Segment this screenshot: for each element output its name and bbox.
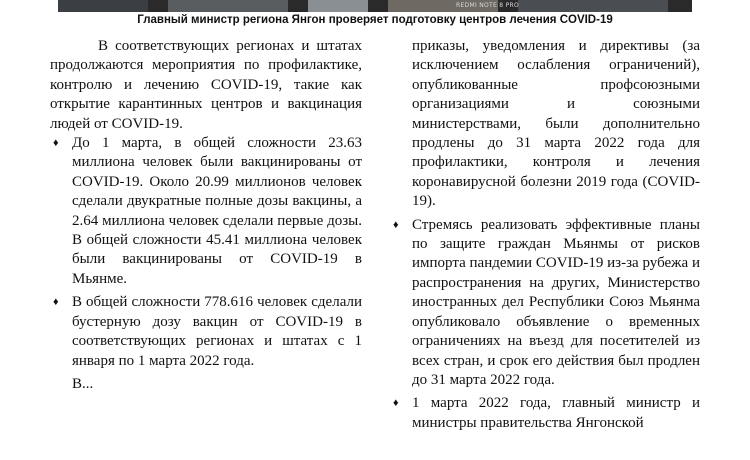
bullet-icon: ♦ <box>53 296 59 309</box>
intro-paragraph: В соответствующих регионах и штатах продолжаются мероприятия по профилактике, контролю и лечению COVID-19, такие как открытие карантинных центров и вакцинация людей от COVID-19. <box>50 38 362 132</box>
right-column <box>390 37 700 437</box>
photo-segment <box>58 0 148 12</box>
bullet-icon: ♦ <box>393 397 399 410</box>
photo-segment <box>168 0 288 12</box>
list-item-text: В общей сложности 778.616 человек сделали бустерную дозу вакцин от COVID-19 в соответствующих регионах и штатах с 1 января по 1 марта 2022 года. <box>72 294 362 369</box>
list-item-text: Стремясь реализовать эффективные планы по защите граждан Мьянмы от рисков импорта пандемии COVID-19 из-за рубежа и распространения на других, Министерство иностранных дел Республики Союз Мьянма опубликовало объявление о временных ограничениях на въезд для посетителей из всех стран, и срок его действия был продлен до 31 марта 2022 года. <box>412 216 700 388</box>
photo-caption: Главный министр региона Янгон проверяет подготовку центров лечения COVID-19 <box>137 14 613 26</box>
list-item-text: До 1 марта, в общей сложности 23.63 миллиона человек были вакцинированы от COVID-19. Около 20.99 миллионов человек сделали двукратные полные дозы вакцины, а 2.64 миллиона человек сделали первые дозы. В общей сложности 45.41 миллиона человек были вакцинированы от COVID-19 в Мьянме. <box>72 135 362 287</box>
photo-segment <box>518 0 668 12</box>
list-item-text: 1 марта 2022 года, главный министр и министры правительства Янгонской <box>412 395 700 431</box>
list-item <box>390 216 700 391</box>
list-item <box>390 394 700 433</box>
list-item <box>50 293 362 371</box>
photo-strip <box>58 0 692 12</box>
list-item <box>50 134 362 289</box>
bullet-icon: ♦ <box>393 218 399 231</box>
photo-watermark: REDMI NOTE 8 PRO <box>456 2 520 9</box>
bullet-icon: ♦ <box>53 137 59 150</box>
left-column <box>50 37 362 394</box>
trailing-fragment: В... <box>72 375 94 392</box>
continuation-paragraph: приказы, уведомления и директивы (за исключением ослабления ограничений), опубликованные профсоюзными организациями и союзными министерствами, были дополнительно продлены до 31 марта 2022 года для профилактики, контроля и лечения коронавирусной болезни 2019 года (COVID-19). <box>412 38 700 210</box>
photo-segment <box>308 0 368 12</box>
